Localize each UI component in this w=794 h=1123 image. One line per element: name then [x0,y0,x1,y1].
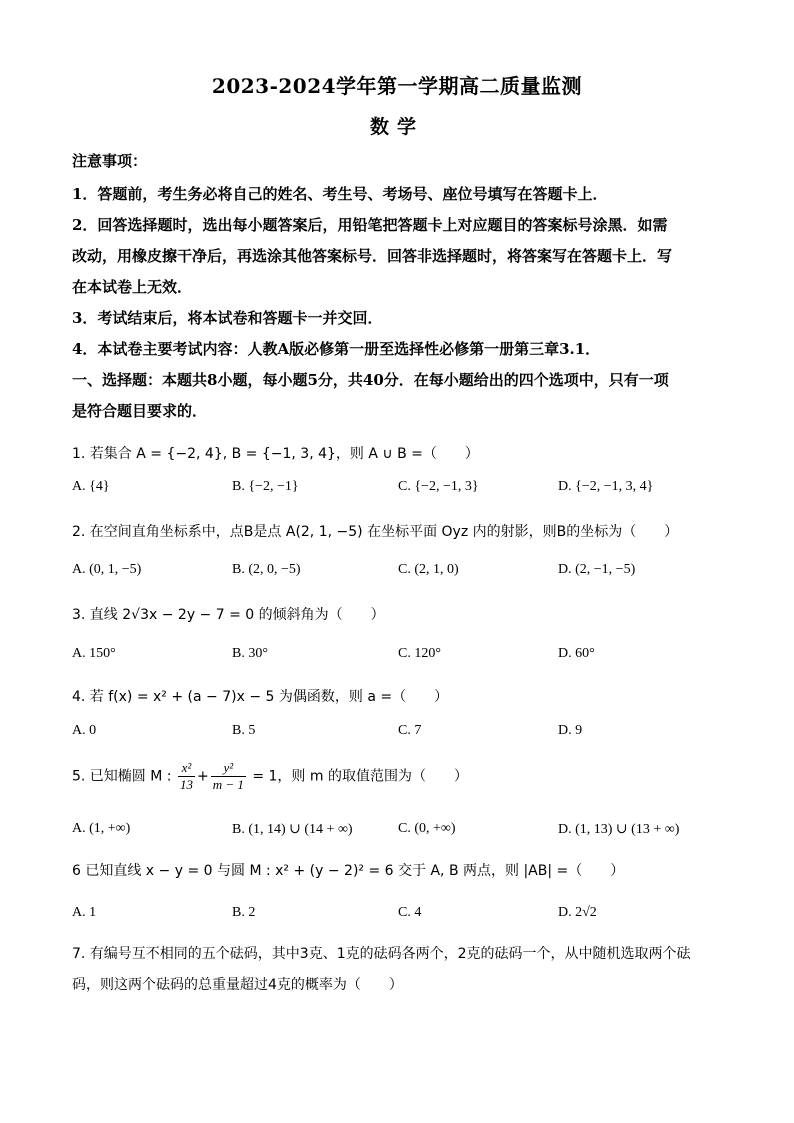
section-heading-line-2: 是符合题目要求的． [72,402,208,420]
note-line-6: 4．本试卷主要考试内容：人教A版必修第一册至选择性必修第一册第三章3.1． [72,340,601,358]
note-line-1: 1．答题前，考生务必将自己的姓名、考生号、考场号、座位号填写在答题卡上． [72,185,608,203]
question-1-option-c[interactable]: C. {−2, −1, 3} [398,479,479,494]
question-6-option-a[interactable]: A. 1 [72,905,97,920]
question-6-option-d[interactable]: D. 2√2 [558,905,597,920]
section-heading-line-1: 一、选择题：本题共8小题，每小题5分，共40分．在每小题给出的四个选项中，只有一项 [72,371,669,389]
note-line-4: 在本试卷上无效． [72,278,193,296]
question-5-stem-suffix: = 1，则 m 的取值范围为（ ） [252,768,468,785]
question-5-option-d[interactable]: D. (1, 13) ∪ (13 + ∞) [558,822,680,837]
question-6-option-b[interactable]: B. 2 [232,905,256,920]
question-4-option-b[interactable]: B. 5 [232,723,256,738]
question-3-option-d[interactable]: D. 60° [558,646,595,661]
question-5-stem: 5. 已知椭圆 M : $\frac{\text{x²}}{13}$ + $\frac{\text{y²}}{m - 1}$ = 1，则 m 的取值范围为（ ） [72,760,468,792]
question-4-option-c[interactable]: C. 7 [398,723,422,738]
question-6-option-c[interactable]: C. 4 [398,905,422,920]
question-5-option-b[interactable]: B. (1, 14) ∪ (14 + ∞) [232,822,353,837]
question-7-stem-line-1: 7. 有编号互不相同的五个砝码，其中3克、1克的砝码各两个，2克的砝码一个，从中随机选取两个砝 [72,946,691,962]
question-2-option-b[interactable]: B. (2, 0, −5) [232,562,301,577]
question-2-option-d[interactable]: D. (2, −1, −5) [558,562,636,577]
question-2-option-c[interactable]: C. (2, 1, 0) [398,562,459,577]
fraction-y-squared-over-m-minus-1 [211,760,246,793]
fraction-numerator: x² [178,760,195,777]
exam-title: 2023-2024学年第一学期高二质量监测 [211,74,583,98]
question-1-option-b[interactable]: B. {−2, −1} [232,479,299,494]
note-line-3: 改动，用橡皮擦干净后，再选涂其他答案标号．回答非选择题时，将答案写在答题卡上．写 [72,247,673,265]
note-line-2: 2．回答选择题时，选出每小题答案后，用铅笔把答题卡上对应题目的答案标号涂黑．如需 [72,216,668,234]
question-5-option-a[interactable]: A. (1, +∞) [72,821,131,836]
fraction-denominator: m − 1 [212,777,244,792]
fraction-denominator: 13 [179,777,193,792]
question-2-stem: 2. 在空间直角坐标系中，点B是点 A(2, 1, −5) 在坐标平面 Oyz 内的射影，则B的坐标为（ ） [72,524,679,540]
question-5-stem-prefix: 5. 已知椭圆 M : [72,768,172,785]
question-4-stem: 4. 若 f(x) = x² + (a − 7)x − 5 为偶函数，则 a =（ ） [72,689,449,705]
question-3-option-a[interactable]: A. 150° [72,646,116,661]
question-2-option-a[interactable]: A. (0, 1, −5) [72,562,142,577]
question-5-option-c[interactable]: C. (0, +∞) [398,821,456,836]
question-1-option-d[interactable]: D. {−2, −1, 3, 4} [558,479,654,494]
question-6-stem: 6 已知直线 x − y = 0 与圆 M : x² + (y − 2)² = 6 交于 A, B 两点，则 |AB| =（ ） [72,863,625,879]
fraction-x-squared-over-13 [178,760,195,793]
notes-heading: 注意事项： [72,152,148,170]
question-4-option-d[interactable]: D. 9 [558,723,583,738]
question-3-option-c[interactable]: C. 120° [398,646,441,661]
question-4-option-a[interactable]: A. 0 [72,723,97,738]
question-3-stem: 3. 直线 2√3x − 2y − 7 = 0 的倾斜角为（ ） [72,607,385,623]
fraction-numerator: y² [211,760,246,777]
question-7-stem-line-2: 码，则这两个砝码的总重量超过4克的概率为（ ） [72,977,403,993]
subject-title: 数学 [369,116,424,138]
question-1-option-a[interactable]: A. {4} [72,479,110,494]
question-1-stem: 1. 若集合 A = {−2, 4}, B = {−1, 3, 4}，则 A ∪ B =（ ） [72,446,479,462]
question-3-option-b[interactable]: B. 30° [232,646,268,661]
note-line-5: 3．考试结束后，将本试卷和答题卡一并交回． [72,309,383,327]
